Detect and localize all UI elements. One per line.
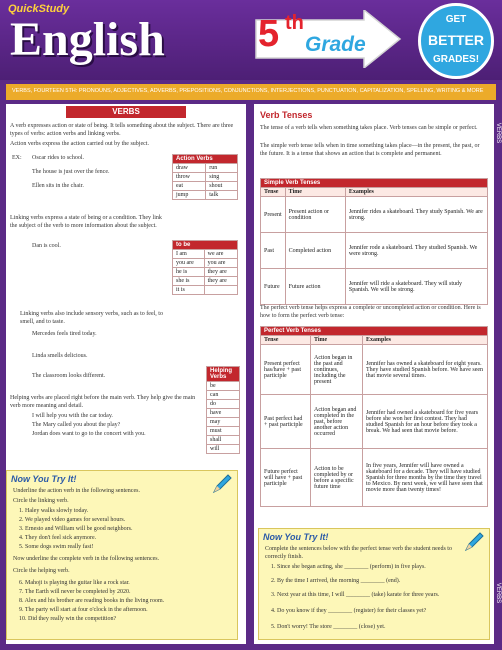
sensory-verbs-bullet: Linking verbs also include sensory verbs, such as to feel, to smell, and to taste. — [20, 311, 163, 325]
grade-number: 5 — [258, 13, 280, 55]
right-try-it-box — [258, 528, 490, 640]
verbs-intro: A verb expresses action or state of being. It tells something about the subject. There are three types of verbs: action verbs and linking verbs. — [10, 123, 234, 137]
verb-tenses-intro: The tense of a verb tells when something takes place. Verb tenses can be simple or perfect. — [260, 125, 478, 131]
list-item: 5. Some dogs swim really fast! — [19, 544, 94, 550]
list-item: 1. Since she began acting, she ________ (perform) in five plays. — [271, 564, 426, 570]
try-it-title: Now You Try It! — [263, 532, 329, 542]
try-it-instruction-1: Underline the action verb in the following sentences. — [13, 488, 140, 494]
list-item: 3. Next year at this time, I will ________ (take) karate for three years. — [271, 592, 440, 598]
table-cell: Present — [261, 197, 286, 233]
perfect-tense-bullet: The perfect verb tense helps express a complete or uncompleted action or condition. Here is how to form the perfect verb tense: — [260, 305, 481, 319]
table-cell: shall — [207, 436, 240, 445]
table-cell: I am — [173, 250, 205, 259]
table-cell: Jennifer rode a skateboard. They studied Spanish. We were strong. — [345, 233, 487, 269]
table-cell: Future — [261, 269, 286, 305]
table-cell: Action began and completed in the past, before another action occurred — [311, 395, 363, 449]
section-tab-verbs: VERBS — [66, 106, 186, 118]
try-it-instruction-4: Circle the helping verb. — [13, 568, 70, 574]
example-5: Mercedes feels tired today. — [32, 331, 97, 337]
table-cell: you are — [173, 259, 205, 268]
side-label-top: VERBS — [494, 122, 501, 144]
linking-verbs-bullet: Linking verbs express a state of being or a condition. They link the subject of the verb to more information about the subject. — [10, 215, 162, 229]
badge-line-1: GET — [445, 14, 467, 25]
example-2: The house is just over the fence. — [32, 169, 110, 175]
table-cell: Jennifer had owned a skateboard for five years before she won her first contest. They had studied Spanish for an hour before they took a break. We had seen that movie before. — [363, 395, 488, 449]
try-it-instruction: Complete the sentences below with the perfect tense verb the student needs to correctly finish. — [265, 546, 452, 560]
table-cell: Future perfect will have + past participle — [261, 449, 311, 507]
list-item: 4. They don't feel sick anymore. — [19, 535, 97, 541]
brand-logo: QuickStudy — [8, 3, 70, 15]
column-header: Tense — [261, 336, 311, 345]
table-cell: she is — [173, 277, 205, 286]
right-panel — [254, 104, 494, 644]
list-item: 2. By the time I arrived, the morning ________ (end). — [271, 578, 401, 584]
perfect-tenses-header: Perfect Verb Tenses — [261, 327, 488, 336]
list-item: 9. The party will start at four o'clock in the afternoon. — [19, 607, 148, 613]
try-it-instruction-3: Now underline the complete verb in the following sentences. — [13, 556, 160, 562]
grade-suffix: th — [285, 12, 304, 34]
column-header: Examples — [345, 188, 487, 197]
list-item: 2. We played video games for several hours. — [19, 517, 126, 523]
topic-bar: VERBS, FOURTEEN 5TH: PRONOUNS, ADJECTIVES, ADVERBS, PREPOSITIONS, CONJUNCTIONS, INTERJECTIONS, PUNCTUATION, CAPITALIZATION, SPELLING, WRITING & MORE — [6, 84, 496, 100]
example-1: Oscar rides to school. — [32, 155, 84, 161]
example-6: Linda smells delicious. — [32, 353, 88, 359]
perfect-tenses-table — [260, 326, 488, 507]
table-cell: Action began in the past and continues, including the present — [311, 345, 363, 395]
list-item: 8. Alex and his brother are reading books in the living room. — [19, 598, 165, 604]
table-cell: you are — [204, 259, 237, 268]
table-cell: Completed action — [285, 233, 345, 269]
example-8: I will help you with the car today. — [32, 413, 113, 419]
table-cell: eat — [173, 182, 206, 191]
to-be-header: to be — [173, 241, 238, 250]
list-item: 4. Do you know if they ________ (register) for their classes yet? — [271, 608, 427, 614]
to-be-table — [172, 240, 238, 295]
helping-verbs-table — [206, 366, 240, 454]
example-3: Ellen sits in the chair. — [32, 183, 84, 189]
table-cell: they are — [204, 277, 237, 286]
action-verbs-table — [172, 154, 238, 200]
table-row — [261, 395, 488, 449]
action-verbs-header: Action Verbs — [173, 155, 238, 164]
table-cell: draw — [173, 164, 206, 173]
table-cell: it is — [173, 286, 205, 295]
example-7: The classroom looks different. — [32, 373, 106, 379]
table-cell: be — [207, 382, 240, 391]
table-row — [261, 197, 488, 233]
table-cell: Jennifer has owned a skateboard for eight years. They have studied Spanish before. We have seen that movie several times. — [363, 345, 488, 395]
left-try-it-box — [6, 470, 238, 640]
table-cell: Present perfect has/have + past participle — [261, 345, 311, 395]
table-row — [261, 269, 488, 305]
table-cell: can — [207, 391, 240, 400]
grade-word: Grade — [305, 33, 366, 56]
example-10: Jordan does want to go to the concert with you. — [32, 431, 146, 437]
table-cell: Jennifer rides a skateboard. They study Spanish. We are strong. — [345, 197, 487, 233]
table-cell: he is — [173, 268, 205, 277]
table-cell: Future action — [285, 269, 345, 305]
table-cell: In five years, Jennifer will have owned a skateboard for a decade. They will have studied Spanish for three months by the time they travel to Mexico. By next week, we will have seen that movie more than twenty times! — [363, 449, 488, 507]
list-item: 1. Haley walks slowly today. — [19, 508, 89, 514]
list-item: 5. Don't worry! The store ________ (close) yet. — [271, 624, 386, 630]
table-cell: may — [207, 418, 240, 427]
table-cell: do — [207, 400, 240, 409]
ex-label: EX: — [12, 155, 22, 161]
column-header: Time — [285, 188, 345, 197]
table-row — [261, 345, 488, 395]
example-4: Dan is cool. — [32, 243, 61, 249]
try-it-instruction-2: Circle the linking verb. — [13, 498, 69, 504]
better-grades-badge — [418, 3, 494, 79]
list-item: 7. The Earth will never be completed by 2020. — [19, 589, 131, 595]
page-title: English — [10, 13, 165, 66]
column-header: Examples — [363, 336, 488, 345]
table-cell: Present action or condition — [285, 197, 345, 233]
example-9: The Mary called you about the play? — [32, 422, 121, 428]
table-row — [261, 449, 488, 507]
list-item: 3. Ernesto and William will be good neighbors. — [19, 526, 133, 532]
action-verbs-bullet: Action verbs express the action carried out by the subject. — [10, 141, 149, 147]
table-cell: talk — [206, 191, 238, 200]
list-item: 10. Did they really win the competition? — [19, 616, 117, 622]
table-cell: we are — [204, 250, 237, 259]
column-header: Tense — [261, 188, 286, 197]
verb-tenses-title: Verb Tenses — [260, 110, 313, 120]
table-cell: Past — [261, 233, 286, 269]
simple-tense-bullet: The simple verb tense tells when in time something takes place—in the present, the past, or the future. It is a tense that shows an action that is complete and permanent. — [260, 143, 480, 157]
table-cell: sing — [206, 173, 238, 182]
table-row — [261, 233, 488, 269]
list-item: 6. Mahoji is playing the guitar like a rock star. — [19, 580, 130, 586]
table-cell: run — [206, 164, 238, 173]
table-cell: will — [207, 445, 240, 454]
pencil-icon — [463, 531, 485, 553]
table-cell: they are — [204, 268, 237, 277]
badge-line-3: GRADES! — [432, 54, 480, 65]
table-cell: Jennifer will ride a skateboard. They will study Spanish. We will be strong. — [345, 269, 487, 305]
column-header: Time — [311, 336, 363, 345]
side-label-bottom: VERBS — [494, 582, 501, 604]
simple-tenses-table — [260, 178, 488, 305]
table-cell: shout — [206, 182, 238, 191]
left-panel — [6, 104, 246, 644]
helping-verbs-header: Helping Verbs — [207, 367, 240, 382]
helping-verbs-bullet: Helping verbs are placed right before the main verb. They help give the main verb more meaning and detail. — [10, 395, 196, 409]
badge-line-2: BETTER — [428, 32, 484, 48]
try-it-title: Now You Try It! — [11, 474, 77, 484]
table-cell: Past perfect had + past participle — [261, 395, 311, 449]
table-cell: jump — [173, 191, 206, 200]
header — [0, 0, 502, 80]
table-cell — [204, 286, 237, 295]
table-cell: throw — [173, 173, 206, 182]
table-cell: have — [207, 409, 240, 418]
table-cell: Action to be completed by or before a specific future time — [311, 449, 363, 507]
table-cell: must — [207, 427, 240, 436]
simple-tenses-header: Simple Verb Tenses — [261, 179, 488, 188]
